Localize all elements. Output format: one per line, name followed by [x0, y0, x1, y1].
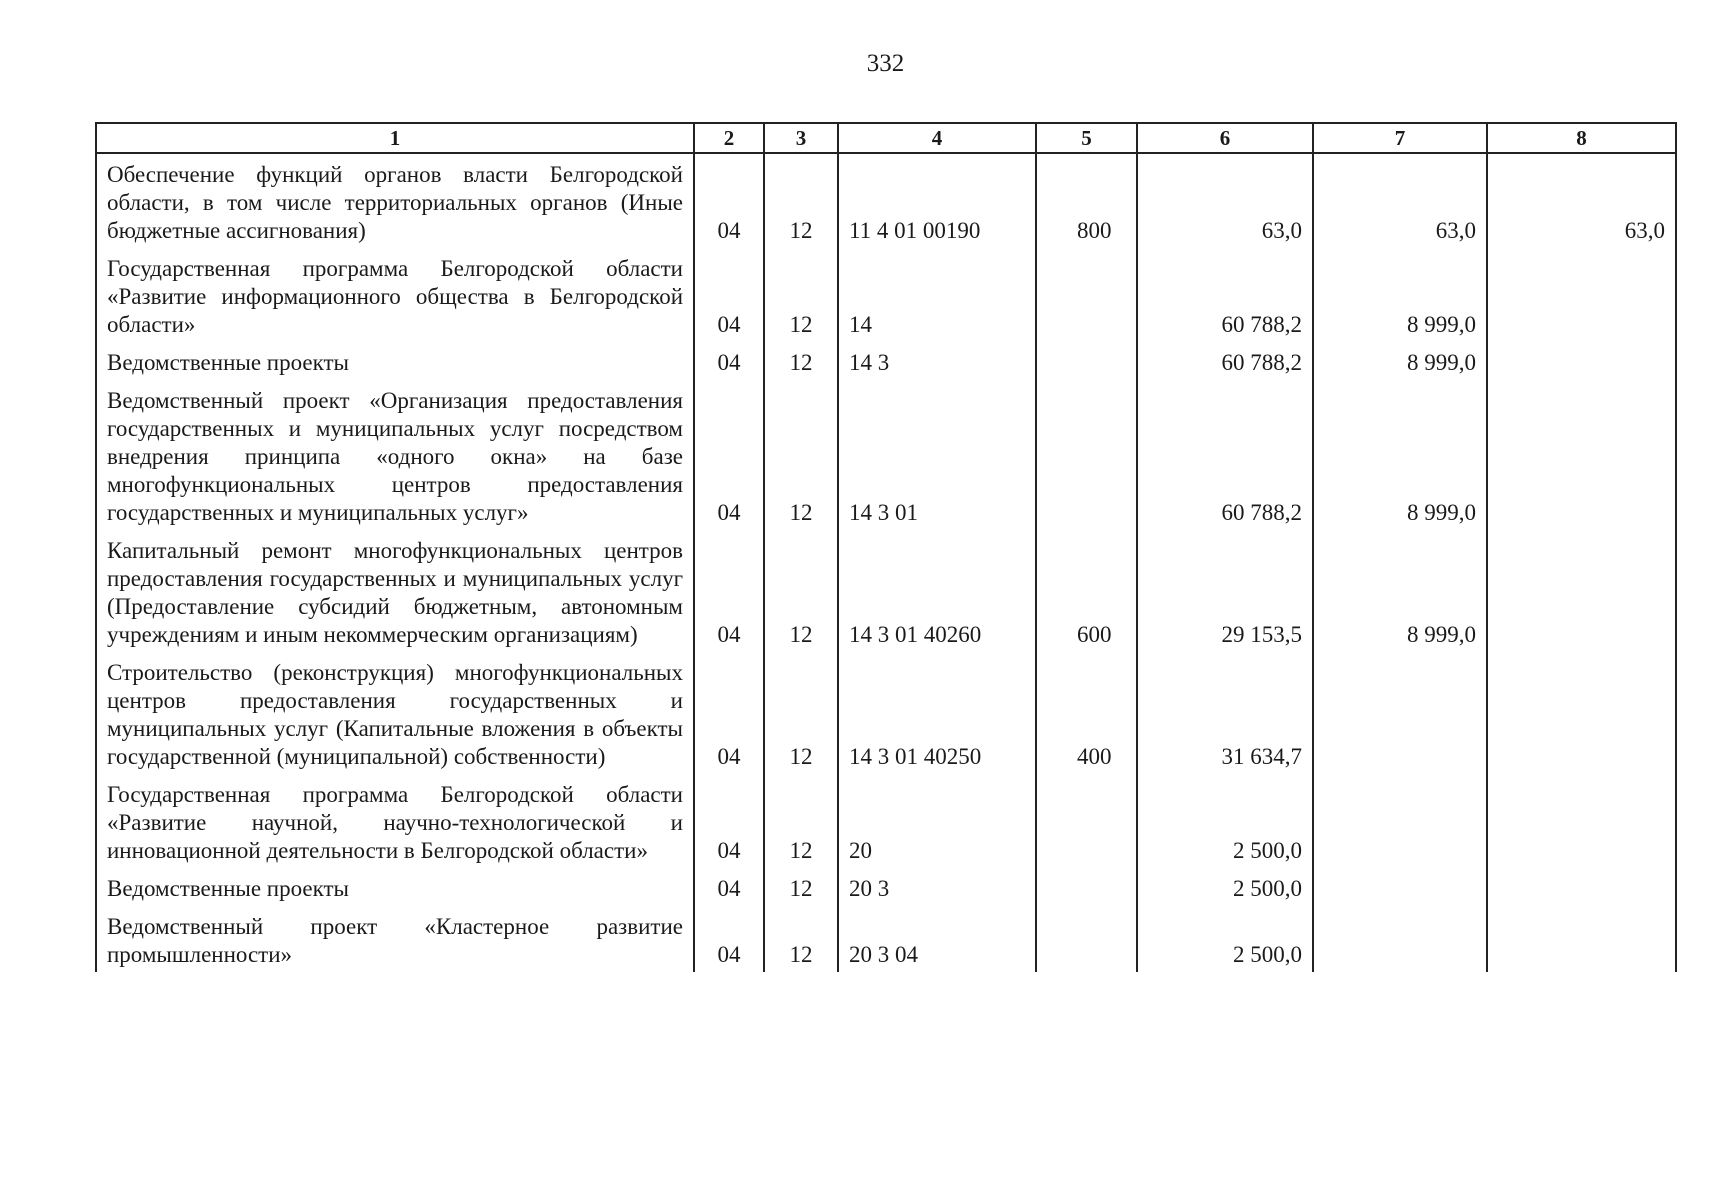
cell-amount-7	[1313, 868, 1487, 906]
cell-amount-6: 63,0	[1137, 153, 1313, 248]
cell-section: 04	[694, 380, 764, 530]
cell-subsection: 12	[764, 652, 838, 774]
cell-target-article: 20	[838, 774, 1036, 868]
row-name: Ведомственный проект «Кластерное развитие промышленности»	[96, 906, 694, 972]
cell-subsection: 12	[764, 248, 838, 342]
cell-amount-7	[1313, 906, 1487, 972]
cell-expense-type	[1036, 774, 1137, 868]
cell-amount-8: 63,0	[1487, 153, 1676, 248]
cell-expense-type	[1036, 380, 1137, 530]
cell-target-article: 14 3 01 40260	[838, 530, 1036, 652]
cell-expense-type: 400	[1036, 652, 1137, 774]
table-row	[96, 530, 1676, 652]
table-header	[96, 123, 1676, 153]
table-row	[96, 380, 1676, 530]
column-header-6: 6	[1137, 123, 1313, 153]
table-row	[96, 906, 1676, 972]
cell-amount-7: 8 999,0	[1313, 530, 1487, 652]
cell-expense-type: 800	[1036, 153, 1137, 248]
row-name: Ведомственные проекты	[96, 868, 694, 906]
cell-target-article: 14	[838, 248, 1036, 342]
cell-amount-6: 2 500,0	[1137, 906, 1313, 972]
row-name: Государственная программа Белгородской области «Развитие информационного общества в Белгородской области»	[96, 248, 694, 342]
table-row	[96, 342, 1676, 380]
cell-amount-8	[1487, 342, 1676, 380]
cell-expense-type	[1036, 868, 1137, 906]
cell-expense-type	[1036, 342, 1137, 380]
cell-amount-6: 60 788,2	[1137, 248, 1313, 342]
row-name: Капитальный ремонт многофункциональных центров предоставления государственных и муниципальных услуг (Предоставление субсидий бюджетным, автономным учреждениям и иным некоммерческим организациям)	[96, 530, 694, 652]
cell-subsection: 12	[764, 906, 838, 972]
cell-amount-6: 60 788,2	[1137, 342, 1313, 380]
table-body	[96, 153, 1676, 972]
table-row	[96, 774, 1676, 868]
table-row	[96, 248, 1676, 342]
cell-amount-7: 8 999,0	[1313, 342, 1487, 380]
cell-target-article: 11 4 01 00190	[838, 153, 1036, 248]
cell-amount-7: 63,0	[1313, 153, 1487, 248]
cell-amount-6: 31 634,7	[1137, 652, 1313, 774]
cell-subsection: 12	[764, 774, 838, 868]
cell-subsection: 12	[764, 380, 838, 530]
cell-amount-6: 2 500,0	[1137, 868, 1313, 906]
cell-target-article: 14 3 01	[838, 380, 1036, 530]
cell-amount-7	[1313, 774, 1487, 868]
cell-amount-6: 2 500,0	[1137, 774, 1313, 868]
cell-section: 04	[694, 774, 764, 868]
cell-amount-7	[1313, 652, 1487, 774]
column-header-5: 5	[1036, 123, 1137, 153]
cell-amount-8	[1487, 248, 1676, 342]
cell-section: 04	[694, 153, 764, 248]
cell-amount-8	[1487, 906, 1676, 972]
table-row	[96, 652, 1676, 774]
cell-section: 04	[694, 530, 764, 652]
row-name: Строительство (реконструкция) многофункциональных центров предоставления государственных и муниципальных услуг (Капитальные вложения в объекты государственной (муниципальной) собственности)	[96, 652, 694, 774]
cell-target-article: 20 3	[838, 868, 1036, 906]
column-header-7: 7	[1313, 123, 1487, 153]
cell-amount-8	[1487, 868, 1676, 906]
cell-subsection: 12	[764, 153, 838, 248]
budget-table	[95, 122, 1677, 972]
cell-subsection: 12	[764, 530, 838, 652]
column-header-4: 4	[838, 123, 1036, 153]
column-header-3: 3	[764, 123, 838, 153]
cell-target-article: 14 3	[838, 342, 1036, 380]
table-row	[96, 153, 1676, 248]
cell-expense-type: 600	[1036, 530, 1137, 652]
page-number: 332	[866, 50, 905, 77]
cell-target-article: 14 3 01 40250	[838, 652, 1036, 774]
column-header-1: 1	[96, 123, 694, 153]
cell-section: 04	[694, 868, 764, 906]
column-header-2: 2	[694, 123, 764, 153]
header-row	[96, 123, 1676, 153]
column-header-8: 8	[1487, 123, 1676, 153]
cell-amount-7: 8 999,0	[1313, 248, 1487, 342]
cell-section: 04	[694, 248, 764, 342]
cell-subsection: 12	[764, 868, 838, 906]
cell-amount-8	[1487, 380, 1676, 530]
table-row	[96, 868, 1676, 906]
row-name: Обеспечение функций органов власти Белгородской области, в том числе территориальных органов (Иные бюджетные ассигнования)	[96, 153, 694, 248]
cell-section: 04	[694, 652, 764, 774]
cell-amount-8	[1487, 774, 1676, 868]
cell-section: 04	[694, 906, 764, 972]
cell-subsection: 12	[764, 342, 838, 380]
cell-amount-8	[1487, 530, 1676, 652]
cell-amount-7: 8 999,0	[1313, 380, 1487, 530]
cell-expense-type	[1036, 248, 1137, 342]
cell-amount-6: 29 153,5	[1137, 530, 1313, 652]
cell-target-article: 20 3 04	[838, 906, 1036, 972]
cell-section: 04	[694, 342, 764, 380]
cell-amount-6: 60 788,2	[1137, 380, 1313, 530]
row-name: Государственная программа Белгородской области «Развитие научной, научно-технологической и инновационной деятельности в Белгородской области»	[96, 774, 694, 868]
row-name: Ведомственные проекты	[96, 342, 694, 380]
row-name: Ведомственный проект «Организация предоставления государственных и муниципальных услуг посредством внедрения принципа «одного окна» на базе многофункциональных центров предоставления государственных и муниципальных услуг»	[96, 380, 694, 530]
cell-expense-type	[1036, 906, 1137, 972]
cell-amount-8	[1487, 652, 1676, 774]
